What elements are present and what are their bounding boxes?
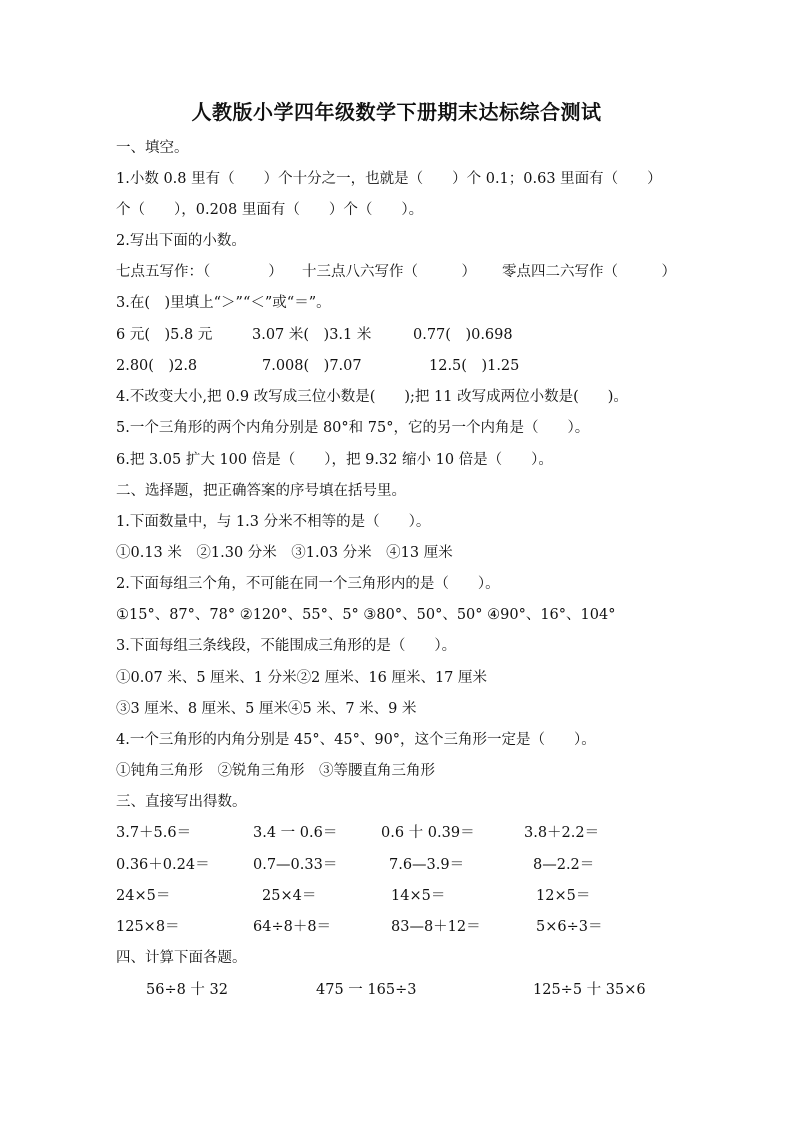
calc-problem: 56÷8 十 32 <box>146 982 228 998</box>
s1-q3-item: 2.80( )2.8 <box>116 358 198 374</box>
section3-heading: 三、直接写出得数。 <box>116 794 247 810</box>
s2-q4-options: ①钝角三角形 ②锐角三角形 ③等腰直角三角形 <box>116 763 435 779</box>
calc-item: 125×8＝ <box>116 919 180 935</box>
s2-q1-options: ①0.13 米 ②1.30 分米 ③1.03 分米 ④13 厘米 <box>116 545 453 561</box>
s1-q1-line2: 个（ ），0.208 里面有（ ）个（ ）。 <box>116 202 424 218</box>
calc-item: 7.6—3.9＝ <box>389 857 465 873</box>
section1-heading: 一、填空。 <box>116 140 189 156</box>
calc-problem: 475 一 165÷3 <box>316 982 417 998</box>
section2-heading: 二、选择题，把正确答案的序号填在括号里。 <box>116 483 406 499</box>
calc-item: 3.7＋5.6＝ <box>116 825 192 841</box>
calc-item: 8—2.2＝ <box>533 857 595 873</box>
s1-q3-item: 6 元( )5.8 元 <box>116 327 213 343</box>
s1-q3-item: 0.77( )0.698 <box>413 327 513 343</box>
s1-q5: 5.一个三角形的两个内角分别是 80°和 75°，它的另一个内角是（ ）。 <box>116 420 590 436</box>
s2-q3-options2: ③3 厘米、8 厘米、5 厘米④5 米、7 米、9 米 <box>116 701 417 717</box>
page-title: 人教版小学四年级数学下册期末达标综合测试 <box>191 100 602 124</box>
s1-q4: 4.不改变大小,把 0.9 改写成三位小数是( );把 11 改写成两位小数是( )。 <box>116 389 628 405</box>
calc-item: 0.36＋0.24＝ <box>116 857 210 873</box>
s2-q1: 1.下面数量中，与 1.3 分米不相等的是（ ）。 <box>116 514 431 530</box>
s2-q3: 3.下面每组三条线段，不能围成三角形的是（ ）。 <box>116 638 457 654</box>
s2-q2: 2.下面每组三个角，不可能在同一个三角形内的是（ ）。 <box>116 576 500 592</box>
calc-item: 64÷8＋8＝ <box>253 919 332 935</box>
s2-q3-options1: ①0.07 米、5 厘米、1 分米②2 厘米、16 厘米、17 厘米 <box>116 670 488 686</box>
s1-q2-item: 零点四二六写作（ ） <box>502 264 676 280</box>
calc-item: 0.7—0.33＝ <box>253 857 338 873</box>
section4-heading: 四、计算下面各题。 <box>116 950 247 966</box>
calc-item: 5×6÷3＝ <box>536 919 603 935</box>
s1-q1-line1: 1.小数 0.8 里有（ ）个十分之一，也就是（ ）个 0.1；0.63 里面有（ ） <box>116 171 662 187</box>
s1-q2-item: 七点五写作：（ ） <box>116 264 283 280</box>
calc-item: 14×5＝ <box>391 888 446 904</box>
s1-q6: 6.把 3.05 扩大 100 倍是（ ），把 9.32 缩小 10 倍是（ ）。 <box>116 452 553 468</box>
calc-item: 3.4 一 0.6＝ <box>253 825 338 841</box>
s1-q3-item: 12.5( )1.25 <box>429 358 520 374</box>
s2-q4: 4.一个三角形的内角分别是 45°、45°、90°，这个三角形一定是（ ）。 <box>116 732 596 748</box>
calc-item: 83—8＋12＝ <box>391 919 481 935</box>
s1-q3-item: 3.07 米( )3.1 米 <box>252 327 372 343</box>
calc-item: 24×5＝ <box>116 888 171 904</box>
s1-q3-item: 7.008( )7.07 <box>262 358 362 374</box>
calc-item: 0.6 十 0.39＝ <box>381 825 475 841</box>
calc-item: 3.8＋2.2＝ <box>524 825 600 841</box>
s2-q2-options: ①15°、87°、78° ②120°、55°、5° ③80°、50°、50° ④90°、16°、104° <box>116 607 616 623</box>
s1-q2-item: 十三点八六写作（ ） <box>302 264 476 280</box>
calc-item: 12×5＝ <box>536 888 591 904</box>
calc-problem: 125÷5 十 35×6 <box>533 982 646 998</box>
calc-item: 25×4＝ <box>262 888 317 904</box>
s1-q3: 3.在( )里填上“＞”“＜”或“＝”。 <box>116 295 331 311</box>
s1-q2: 2.写出下面的小数。 <box>116 233 246 249</box>
